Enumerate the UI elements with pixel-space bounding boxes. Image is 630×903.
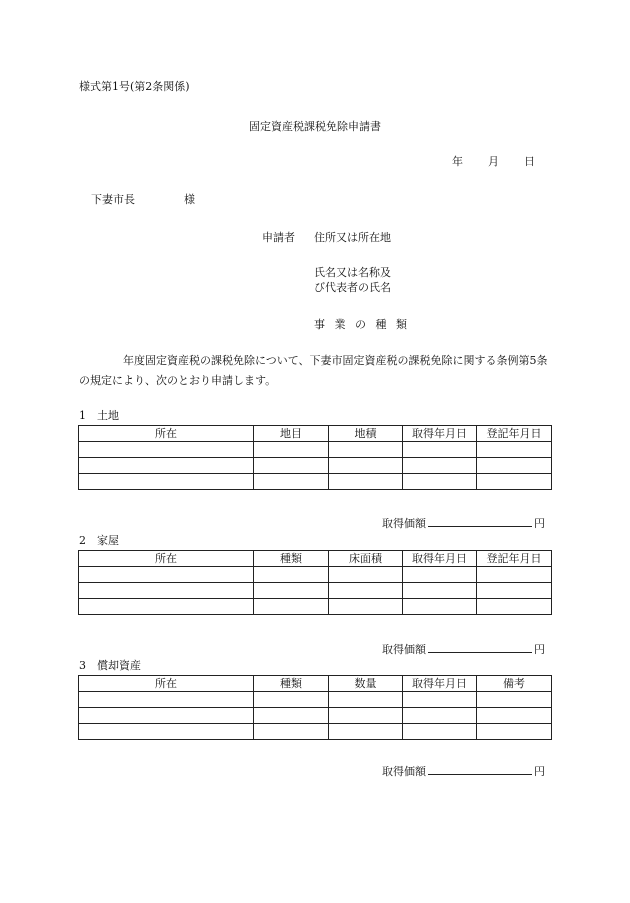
table-cell[interactable]: [254, 567, 329, 583]
house-acquisition-price: [382, 640, 545, 657]
table-cell[interactable]: [403, 708, 477, 724]
depreciable-assets-table: [78, 675, 552, 740]
header-location: 所在: [79, 426, 254, 442]
depreciable-assets-section-title: 3 償却資産: [79, 659, 141, 672]
table-cell[interactable]: [403, 474, 477, 490]
header-acquisition-date: 取得年月日: [403, 676, 477, 692]
header-land-area: 地積: [329, 426, 403, 442]
table-cell[interactable]: [477, 567, 552, 583]
table-cell[interactable]: [403, 567, 477, 583]
table-cell[interactable]: [477, 692, 552, 708]
table-cell[interactable]: [403, 458, 477, 474]
price-input-line[interactable]: [428, 514, 532, 527]
header-remarks: 備考: [477, 676, 552, 692]
table-row: [79, 474, 552, 490]
header-registration-date: 登記年月日: [477, 551, 552, 567]
table-cell[interactable]: [254, 724, 329, 740]
header-type: 種類: [254, 551, 329, 567]
land-table: [78, 425, 552, 490]
applicant-name-label-line1: 氏名又は名称及: [314, 266, 391, 279]
table-row: [79, 708, 552, 724]
table-cell[interactable]: [254, 474, 329, 490]
table-cell[interactable]: [79, 442, 254, 458]
price-unit: 円: [534, 765, 545, 778]
header-type: 種類: [254, 676, 329, 692]
table-cell[interactable]: [254, 583, 329, 599]
table-cell[interactable]: [329, 692, 403, 708]
header-acquisition-date: 取得年月日: [403, 426, 477, 442]
table-cell[interactable]: [477, 724, 552, 740]
table-cell[interactable]: [79, 474, 254, 490]
header-acquisition-date: 取得年月日: [403, 551, 477, 567]
header-location: 所在: [79, 676, 254, 692]
table-cell[interactable]: [79, 599, 254, 615]
applicant-name-label-line2: び代表者の氏名: [314, 281, 391, 294]
table-cell[interactable]: [477, 583, 552, 599]
land-section-title: 1 土地: [79, 409, 119, 422]
table-cell[interactable]: [329, 567, 403, 583]
date-year-field[interactable]: 年: [452, 155, 463, 168]
table-cell[interactable]: [79, 583, 254, 599]
table-cell[interactable]: [79, 458, 254, 474]
table-cell[interactable]: [403, 692, 477, 708]
house-section-title: 2 家屋: [79, 534, 119, 547]
document-title: 固定資産税課税免除申請書: [249, 120, 381, 133]
date-day-field[interactable]: 日: [524, 155, 535, 168]
table-cell[interactable]: [329, 474, 403, 490]
form-number: 様式第1号(第2条関係): [79, 80, 190, 93]
header-land-category: 地目: [254, 426, 329, 442]
header-location: 所在: [79, 551, 254, 567]
depreciable-acquisition-price: [382, 762, 545, 779]
date-month-field[interactable]: 月: [488, 155, 499, 168]
addressee-name: 下妻市長: [91, 193, 135, 206]
table-row: [79, 567, 552, 583]
table-cell[interactable]: [329, 583, 403, 599]
table-cell[interactable]: [79, 692, 254, 708]
table-cell[interactable]: [329, 708, 403, 724]
table-cell[interactable]: [79, 724, 254, 740]
addressee-suffix: 様: [184, 193, 195, 206]
price-label: 取得価額: [382, 517, 426, 530]
table-cell[interactable]: [329, 599, 403, 615]
price-label: 取得価額: [382, 643, 426, 656]
land-acquisition-price: [382, 514, 545, 531]
table-cell[interactable]: [254, 458, 329, 474]
table-cell[interactable]: [254, 599, 329, 615]
header-floor-area: 床面積: [329, 551, 403, 567]
table-row: [79, 692, 552, 708]
table-cell[interactable]: [403, 583, 477, 599]
table-header-row: [79, 676, 552, 692]
price-unit: 円: [534, 643, 545, 656]
application-statement: 年度固定資産税の課税免除について、下妻市固定資産税の課税免除に関する条例第5条の規定により、次のとおり申請します。: [79, 354, 548, 387]
table-header-row: [79, 551, 552, 567]
header-registration-date: 登記年月日: [477, 426, 552, 442]
table-cell[interactable]: [403, 599, 477, 615]
table-cell[interactable]: [79, 708, 254, 724]
table-cell[interactable]: [254, 708, 329, 724]
table-header-row: [79, 426, 552, 442]
table-cell[interactable]: [477, 708, 552, 724]
price-label: 取得価額: [382, 765, 426, 778]
table-row: [79, 442, 552, 458]
price-unit: 円: [534, 517, 545, 530]
table-row: [79, 583, 552, 599]
table-cell[interactable]: [329, 724, 403, 740]
header-quantity: 数量: [329, 676, 403, 692]
table-cell[interactable]: [254, 442, 329, 458]
table-cell[interactable]: [79, 567, 254, 583]
table-row: [79, 599, 552, 615]
table-cell[interactable]: [477, 442, 552, 458]
table-cell[interactable]: [403, 442, 477, 458]
table-cell[interactable]: [254, 692, 329, 708]
table-cell[interactable]: [403, 724, 477, 740]
business-type-label: 事 業 の 種 類: [314, 318, 410, 331]
table-cell[interactable]: [477, 458, 552, 474]
price-input-line[interactable]: [428, 640, 532, 653]
table-row: [79, 458, 552, 474]
table-cell[interactable]: [329, 442, 403, 458]
house-table: [78, 550, 552, 615]
table-cell[interactable]: [477, 474, 552, 490]
price-input-line[interactable]: [428, 762, 532, 775]
applicant-label: 申請者: [262, 231, 295, 244]
table-cell[interactable]: [329, 458, 403, 474]
table-row: [79, 724, 552, 740]
applicant-address-label: 住所又は所在地: [314, 231, 391, 244]
table-cell[interactable]: [477, 599, 552, 615]
